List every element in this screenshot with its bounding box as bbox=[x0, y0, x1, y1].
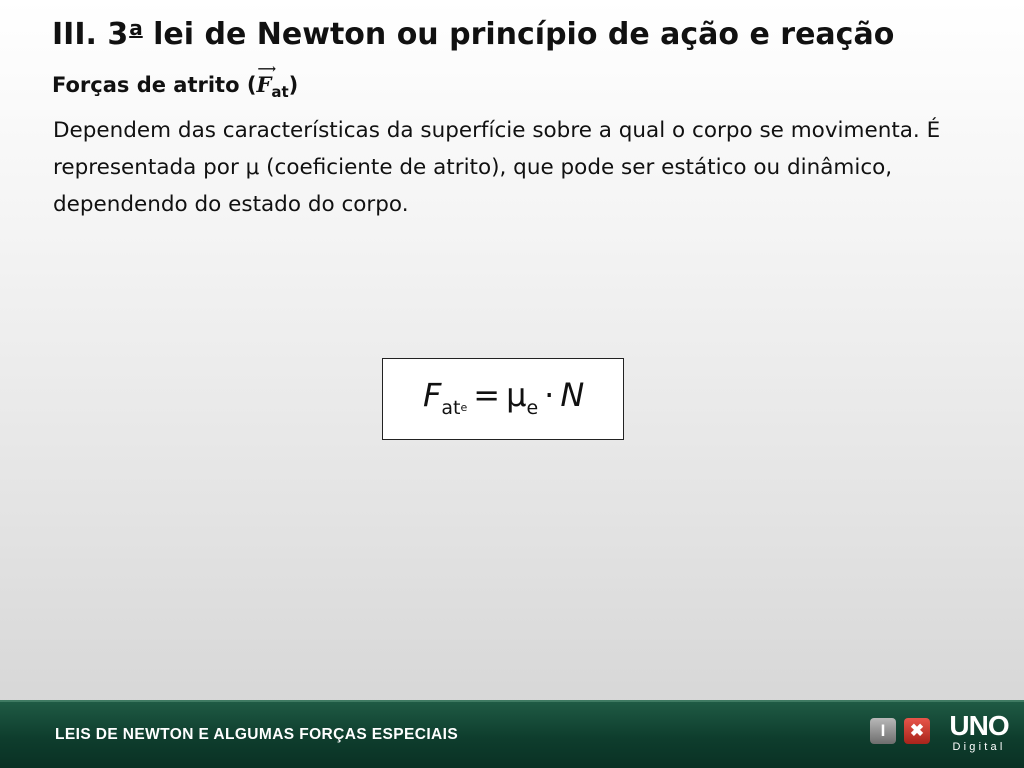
footer-bar bbox=[0, 700, 1024, 768]
subtitle-suffix: ) bbox=[288, 73, 299, 97]
force-subscript: at bbox=[271, 83, 289, 101]
formula-force-symbol: F bbox=[423, 376, 442, 414]
formula-equals: = bbox=[473, 376, 501, 414]
force-vector-symbol bbox=[256, 62, 277, 97]
subtitle-prefix: Forças de atrito ( bbox=[52, 73, 257, 97]
body-paragraph: Dependem das características da superfície sobre a qual o corpo se movimenta. É representada por μ (coeficiente de atrito), que pode ser estático ou dinâmico, dependendo do estado do corpo. bbox=[53, 118, 941, 217]
logo-main-text: UNO bbox=[949, 710, 1009, 741]
friction-formula bbox=[423, 376, 585, 419]
title-ordinal: a bbox=[129, 16, 143, 40]
slide-title bbox=[52, 16, 894, 52]
title-rest: lei de Newton ou princípio de ação e reação bbox=[142, 17, 895, 52]
vector-arrow-icon: ⟶ bbox=[257, 62, 277, 77]
formula-box bbox=[382, 358, 624, 440]
uno-digital-logo bbox=[945, 712, 1013, 756]
formula-normal-symbol: N bbox=[560, 376, 585, 414]
force-symbol-letter: F bbox=[256, 72, 272, 97]
footer-label: LEIS DE NEWTON E ALGUMAS FORÇAS ESPECIAIS bbox=[55, 726, 459, 743]
formula-force-subsubscript: e bbox=[460, 401, 468, 414]
section-subtitle bbox=[52, 62, 299, 101]
formula-coefficient-symbol: μ bbox=[506, 376, 527, 414]
title-prefix: III. 3 bbox=[52, 17, 129, 52]
formula-coefficient-subscript: e bbox=[526, 397, 539, 419]
logo-sub-text: Digital bbox=[952, 741, 1006, 753]
formula-force-subscript: at bbox=[441, 397, 461, 419]
info-badge-icon: I bbox=[870, 718, 896, 744]
formula-dot: · bbox=[544, 376, 555, 414]
close-badge-icon: ✖ bbox=[904, 718, 930, 744]
